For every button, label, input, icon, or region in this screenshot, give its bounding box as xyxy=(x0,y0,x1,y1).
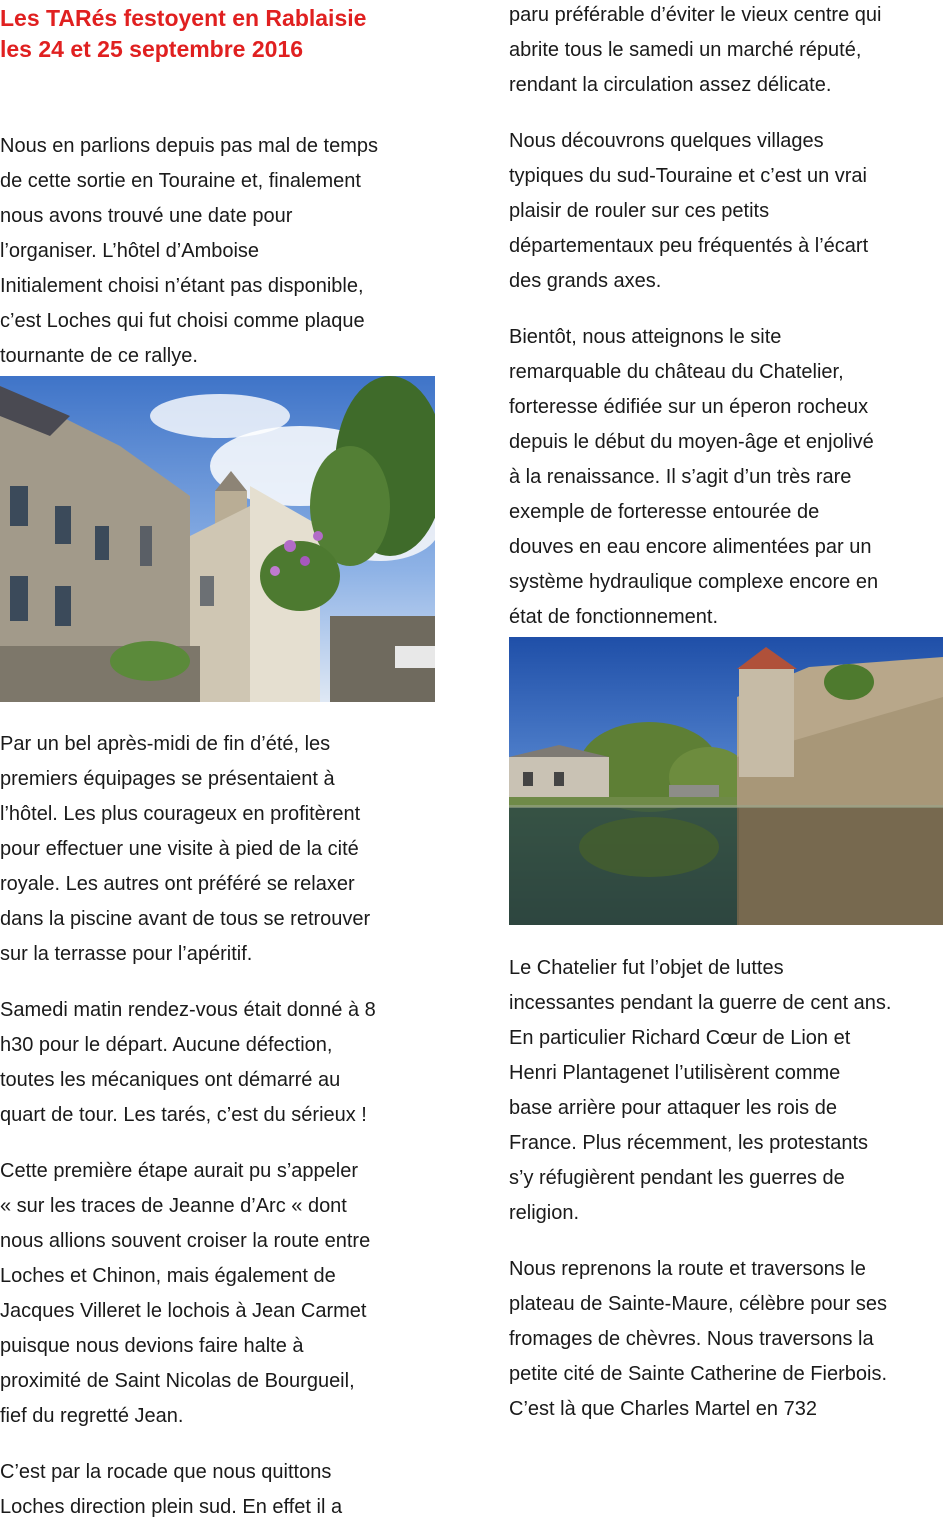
text-line: base arrière pour attaquer les rois de xyxy=(509,1097,837,1119)
text-line: depuis le début du moyen-âge et enjolivé xyxy=(509,431,874,453)
left-column xyxy=(0,0,440,1525)
title-line: les 24 et 25 septembre 2016 xyxy=(0,36,304,62)
text-line: h30 pour le départ. Aucune défection, xyxy=(0,1034,333,1056)
text-line: Jacques Villeret le lochois à Jean Carmet xyxy=(0,1300,367,1322)
text-line: à la renaissance. Il s’agit d’un très rare xyxy=(509,466,852,488)
text-line: pour effectuer une visite à pied de la cité xyxy=(0,838,359,860)
paragraph-arrival xyxy=(0,727,440,972)
text-line: système hydraulique complexe encore en xyxy=(509,571,879,593)
text-line: royale. Les autres ont préféré se relaxer xyxy=(0,873,355,895)
text-line: paru préférable d’éviter le vieux centre qui xyxy=(509,4,882,26)
text-line: premiers équipages se présentaient à xyxy=(0,768,335,790)
text-line: « sur les traces de Jeanne d’Arc « dont xyxy=(0,1195,347,1217)
text-line: dans la piscine avant de tous se retrouver xyxy=(0,908,371,930)
text-line: proximité de Saint Nicolas de Bourgueil, xyxy=(0,1370,355,1392)
text-line: quart de tour. Les tarés, c’est du sérieux ! xyxy=(0,1104,367,1126)
text-line: Bientôt, nous atteignons le site xyxy=(509,326,782,348)
text-line: Le Chatelier fut l’objet de luttes xyxy=(509,957,784,979)
text-line: de cette sortie en Touraine et, finalement xyxy=(0,170,361,192)
right-column xyxy=(509,0,943,1427)
text-line: Nous reprenons la route et traversons le xyxy=(509,1258,866,1280)
text-line: sur la terrasse pour l’apéritif. xyxy=(0,943,253,965)
text-line: c’est Loches qui fut choisi comme plaque xyxy=(0,310,365,332)
text-line: exemple de forteresse entourée de xyxy=(509,501,820,523)
photo-loches-street xyxy=(0,376,435,702)
paragraph-departure xyxy=(0,993,440,1133)
text-line: douves en eau encore alimentées par un xyxy=(509,536,872,558)
text-line: fromages de chèvres. Nous traversons la xyxy=(509,1328,874,1350)
paragraph-sainte-maure xyxy=(509,1252,943,1427)
text-line: Nous découvrons quelques villages xyxy=(509,130,824,152)
paragraph-history xyxy=(509,951,943,1231)
text-line: nous allions souvent croiser la route entre xyxy=(0,1230,371,1252)
text-line: abrite tous le samedi un marché réputé, xyxy=(509,39,862,61)
text-line: Initialement choisi n’étant pas disponible, xyxy=(0,275,364,297)
text-line: religion. xyxy=(509,1202,580,1224)
text-line: fief du regretté Jean. xyxy=(0,1405,184,1427)
text-line: nous avons trouvé une date pour xyxy=(0,205,293,227)
article-title xyxy=(0,3,440,65)
text-line: départementaux peu fréquentés à l’écart xyxy=(509,235,869,257)
text-line: s’y réfugièrent pendant les guerres de xyxy=(509,1167,845,1189)
text-line: rendant la circulation assez délicate. xyxy=(509,74,832,96)
text-line: puisque nous devions faire halte à xyxy=(0,1335,304,1357)
paragraph-chatelier xyxy=(509,320,943,635)
text-line: plaisir de rouler sur ces petits xyxy=(509,200,770,222)
text-line: C’est là que Charles Martel en 732 xyxy=(509,1398,817,1420)
text-line: Loches direction plein sud. En effet il a xyxy=(0,1496,343,1518)
text-line: toutes les mécaniques ont démarré au xyxy=(0,1069,341,1091)
text-line: l’organiser. L’hôtel d’Amboise xyxy=(0,240,260,262)
text-line: l’hôtel. Les plus courageux en profitèrent xyxy=(0,803,361,825)
text-line: Henri Plantagenet l’utilisèrent comme xyxy=(509,1062,841,1084)
text-line: Cette première étape aurait pu s’appeler xyxy=(0,1160,358,1182)
text-line: Samedi matin rendez-vous était donné à 8 xyxy=(0,999,376,1021)
paragraph-intro xyxy=(0,129,440,374)
text-line: tournante de ce rallye. xyxy=(0,345,198,367)
text-line: Nous en parlions depuis pas mal de temps xyxy=(0,135,378,157)
title-line: Les TARés festoyent en Rablaisie xyxy=(0,5,367,31)
paragraph-villages xyxy=(509,124,943,299)
text-line: plateau de Sainte-Maure, célèbre pour ses xyxy=(509,1293,888,1315)
text-line: des grands axes. xyxy=(509,270,662,292)
text-line: incessantes pendant la guerre de cent ans. xyxy=(509,992,892,1014)
paragraph-rocade xyxy=(0,1455,440,1525)
text-line: petite cité de Sainte Catherine de Fierbois. xyxy=(509,1363,887,1385)
text-line: état de fonctionnement. xyxy=(509,606,719,628)
text-line: Par un bel après-midi de fin d’été, les xyxy=(0,733,331,755)
text-line: typiques du sud-Touraine et c’est un vrai xyxy=(509,165,867,187)
text-line: remarquable du château du Chatelier, xyxy=(509,361,844,383)
text-line: C’est par la rocade que nous quittons xyxy=(0,1461,332,1483)
text-line: En particulier Richard Cœur de Lion et xyxy=(509,1027,851,1049)
text-line: Loches et Chinon, mais également de xyxy=(0,1265,336,1287)
paragraph-old-centre xyxy=(509,0,943,103)
photo-chateau-chatelier xyxy=(509,637,943,925)
paragraph-first-stage xyxy=(0,1154,440,1434)
text-line: forteresse édifiée sur un éperon rocheux xyxy=(509,396,869,418)
text-line: France. Plus récemment, les protestants xyxy=(509,1132,869,1154)
